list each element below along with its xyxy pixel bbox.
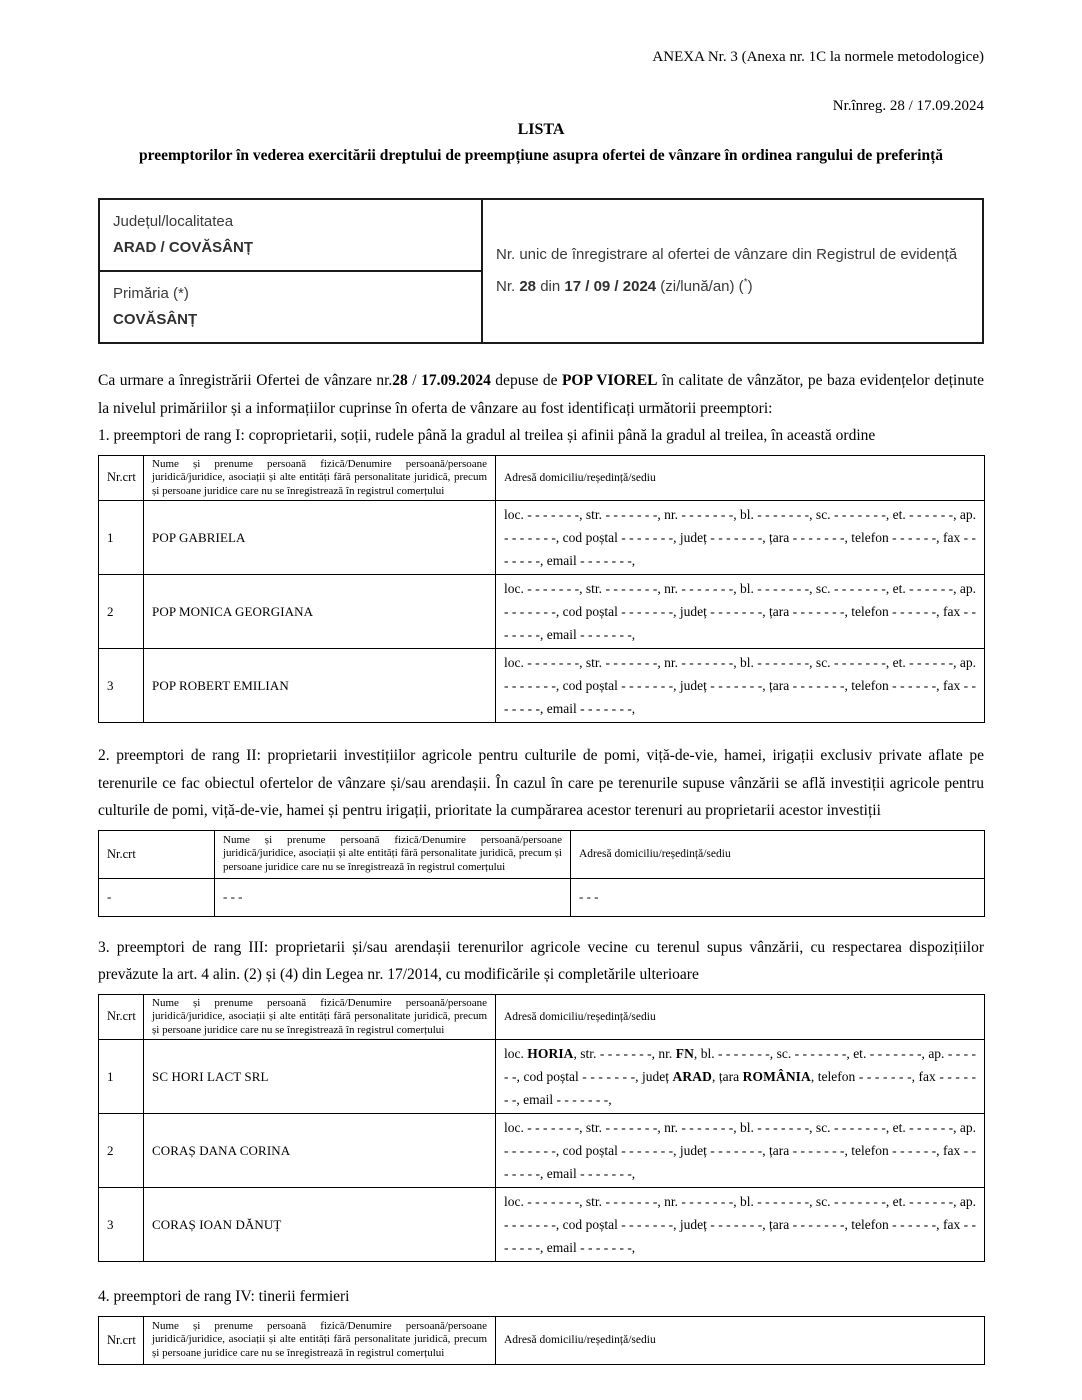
table-row: [99, 649, 985, 723]
address-cell: loc. HORIA, str. - - - - - - -, nr. FN, bl. - - - - - - -, sc. - - - - - - -, et. - - - - - - -, ap. - - - - - -, cod poștal - - - - - - -, județ ARAD, țara ROMÂNIA, telefon - - - - - - -, fax - - - - - - -, email - - - - - - -,: [496, 1040, 985, 1114]
document-title: LISTA: [517, 121, 565, 138]
rank3-heading: 3. preemptori de rang III: proprietarii și/sau arendașii terenurilor agricole vecine cu terenul supus vânzării, cu respectarea dispozițiilor prevăzute la art. 4 alin. (2) și (4) din Legea nr. 17/2014, cu modificările și completările ulterioare: [98, 938, 984, 983]
table-row: [99, 575, 985, 649]
registration-number: Nr. 28 din 17 / 09 / 2024 (zi/lună/an) (*): [496, 277, 753, 295]
address-cell: loc. - - - - - - -, str. - - - - - - -, nr. - - - - - - -, bl. - - - - - - -, sc. - - - - - - -, et. - - - - - -, ap. - - - - - - -, cod poștal - - - - - - -, județ - - - - - - -, țara - - - - - - -, telefon - - - - - -, fax - - - - - - -, email - - - - - - -,: [496, 649, 985, 723]
row-number-cell: -: [99, 878, 215, 916]
table-header-row: [99, 994, 985, 1040]
row-number-cell: 2: [99, 1114, 144, 1188]
row-number-cell: 3: [99, 649, 144, 723]
address-cell: loc. - - - - - - -, str. - - - - - - -, nr. - - - - - - -, bl. - - - - - - -, sc. - - - - - - -, et. - - - - - -, ap. - - - - - - -, cod poștal - - - - - - -, județ - - - - - - -, țara - - - - - - -, telefon - - - - - -, fax - - - - - - -, email - - - - - - -,: [496, 1114, 985, 1188]
document-subtitle: preemptorilor în vederea exercitării dreptului de preempțiune asupra ofertei de vânzare în ordinea rangului de preferință: [138, 147, 944, 164]
row-number-cell: 1: [99, 501, 144, 575]
col-header-name: Nume și prenume persoană fizică/Denumire persoană/persoane juridică/juridice, asociații și alte entități fără personalitate juridică, precum și persoane juridice care nu se înregistrează în registrul comerțului: [144, 1316, 496, 1364]
col-header-nr: Nr.crt: [99, 455, 144, 501]
name-cell: POP MONICA GEORGIANA: [144, 575, 496, 649]
col-header-address: Adresă domiciliu/reședință/sediu: [571, 830, 985, 878]
name-cell: CORAȘ IOAN DĂNUȚ: [144, 1188, 496, 1262]
county-value: ARAD / COVĂSÂNȚ: [113, 239, 254, 256]
cityhall-cell: [99, 271, 482, 343]
address-cell: loc. - - - - - - -, str. - - - - - - -, nr. - - - - - - -, bl. - - - - - - -, sc. - - - - - - -, et. - - - - - -, ap. - - - - - - -, cod poștal - - - - - - -, județ - - - - - - -, țara - - - - - - -, telefon - - - - - -, fax - - - - - - -, email - - - - - - -,: [496, 575, 985, 649]
table-header-row: [99, 830, 985, 878]
row-number-cell: 3: [99, 1188, 144, 1262]
address-cell: - - -: [571, 878, 985, 916]
table-header-row: [99, 1316, 985, 1364]
name-cell: POP ROBERT EMILIAN: [144, 649, 496, 723]
rank3-table: [98, 994, 985, 1263]
table-row: [99, 1188, 985, 1262]
rank1-table: [98, 455, 985, 724]
rank1-heading: 1. preemptori de rang I: coproprietarii, soții, rudele până la gradul al treilea și afinii până la gradul al treilea, în această ordine: [98, 427, 876, 444]
registration-number-line: Nr.înreg. 28 / 17.09.2024: [832, 98, 984, 114]
rank4-heading: 4. preemptori de rang IV: tinerii fermieri: [98, 1288, 350, 1305]
name-cell: POP GABRIELA: [144, 501, 496, 575]
county-cell: [99, 199, 482, 271]
name-cell: CORAȘ DANA CORINA: [144, 1114, 496, 1188]
col-header-name: Nume și prenume persoană fizică/Denumire persoană/persoane juridică/juridice, asociații și alte entități fără personalitate juridică, precum și persoane juridice care nu se înregistrează în registrul comerțului: [144, 994, 496, 1040]
anexa-line: ANEXA Nr. 3 (Anexa nr. 1C la normele metodologice): [652, 49, 984, 65]
table-header-row: [99, 455, 985, 501]
table-row: [99, 1114, 985, 1188]
registration-label: Nr. unic de înregistrare al ofertei de vânzare din Registrul de evidență: [496, 246, 958, 263]
intro-paragraph: Ca urmare a înregistrării Ofertei de vânzare nr.28 / 17.09.2024 depuse de POP VIOREL în calitate de vânzător, pe baza evidențelor deținute la nivelul primăriilor și a informațiilor cuprinse în oferta de vânzare au fost identificați următorii preemptori:: [98, 372, 985, 417]
rank2-heading: 2. preemptori de rang II: proprietarii investițiilor agricole pentru culturile de pomi, viță-de-vie, hamei, irigații exclusiv private aflate pe terenurile ce fac obiectul ofertelor de vânzare și/sau arendașii. În cazul în care pe terenurile supuse vânzării se află investiții agricole pentru culturile de pomi, viță-de-vie, hamei și pentru irigații, prioritate la cumpărarea acestor terenuri au proprietarii acestor investiții: [98, 747, 984, 819]
col-header-nr: Nr.crt: [99, 994, 144, 1040]
col-header-nr: Nr.crt: [99, 830, 215, 878]
unique-registration-cell: [482, 199, 983, 343]
address-cell: loc. - - - - - - -, str. - - - - - - -, nr. - - - - - - -, bl. - - - - - - -, sc. - - - - - - -, et. - - - - - -, ap. - - - - - - -, cod poștal - - - - - - -, județ - - - - - - -, țara - - - - - - -, telefon - - - - - -, fax - - - - - - -, email - - - - - - -,: [496, 1188, 985, 1262]
table-row: [99, 501, 985, 575]
col-header-nr: Nr.crt: [99, 1316, 144, 1364]
col-header-name: Nume și prenume persoană fizică/Denumire persoană/persoane juridică/juridice, asociații și alte entități fără personalitate juridică, precum și persoane juridice care nu se înregistrează în registrul comerțului: [215, 830, 571, 878]
col-header-address: Adresă domiciliu/reședință/sediu: [496, 455, 985, 501]
row-number-cell: 1: [99, 1040, 144, 1114]
name-cell: - - -: [215, 878, 571, 916]
col-header-address: Adresă domiciliu/reședință/sediu: [496, 1316, 985, 1364]
col-header-address: Adresă domiciliu/reședință/sediu: [496, 994, 985, 1040]
row-number-cell: 2: [99, 575, 144, 649]
table-row: [99, 878, 985, 916]
rank4-table: [98, 1316, 985, 1365]
address-cell: loc. - - - - - - -, str. - - - - - - -, nr. - - - - - - -, bl. - - - - - - -, sc. - - - - - - -, et. - - - - - -, ap. - - - - - - -, cod poștal - - - - - - -, județ - - - - - - -, țara - - - - - - -, telefon - - - - - -, fax - - - - - - -, email - - - - - - -,: [496, 501, 985, 575]
col-header-name: Nume și prenume persoană fizică/Denumire persoană/persoane juridică/juridice, asociații și alte entități fără personalitate juridică, precum și persoane juridice care nu se înregistrează în registrul comerțului: [144, 455, 496, 501]
name-cell: SC HORI LACT SRL: [144, 1040, 496, 1114]
table-row: [99, 1040, 985, 1114]
cityhall-label: Primăria (*): [113, 285, 189, 302]
cityhall-value: COVĂSÂNȚ: [113, 311, 198, 328]
registration-info-table: [98, 198, 984, 344]
county-label: Județul/localitatea: [113, 213, 234, 230]
rank2-table: [98, 830, 985, 917]
